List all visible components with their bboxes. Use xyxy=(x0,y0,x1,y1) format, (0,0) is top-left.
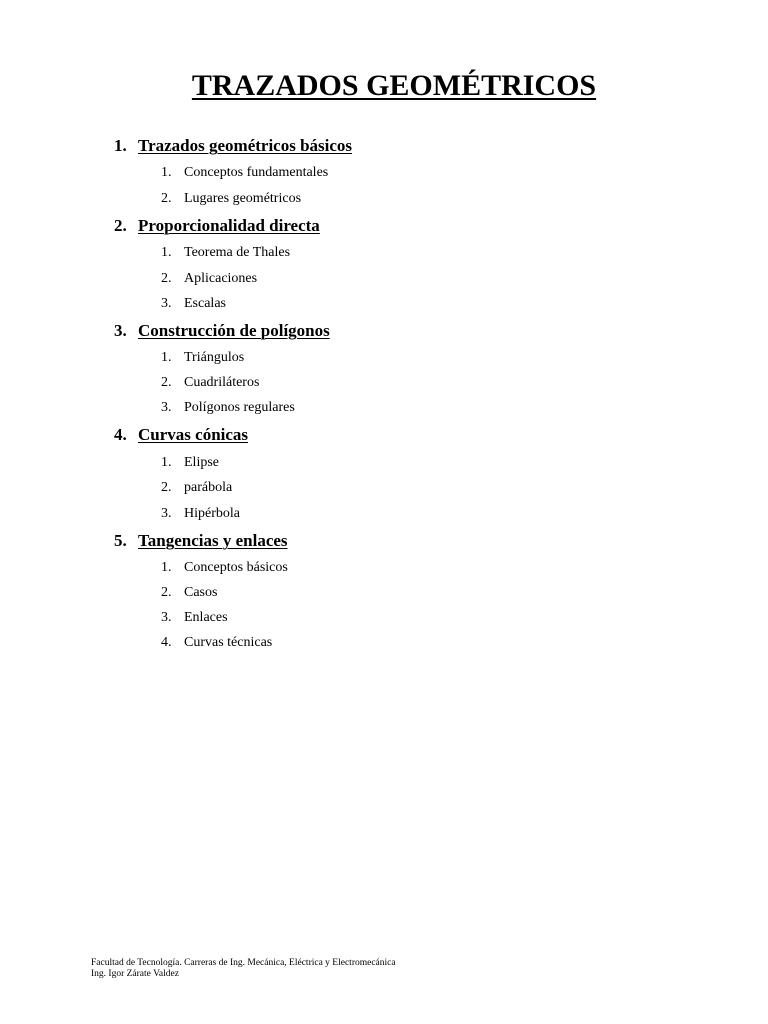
item-number: 2. xyxy=(161,585,172,600)
item-number: 3. xyxy=(161,296,172,311)
item-label: Triángulos xyxy=(184,350,245,365)
item-number: 3. xyxy=(161,400,172,415)
item-number: 2. xyxy=(161,271,172,286)
item-number: 1. xyxy=(161,245,172,260)
section-number: 4. xyxy=(114,425,127,444)
list-item xyxy=(161,399,295,417)
item-label: Curvas técnicas xyxy=(184,635,273,650)
list-item xyxy=(161,164,328,182)
section-label: Tangencias y enlaces xyxy=(138,531,288,550)
item-number: 1. xyxy=(161,165,172,180)
section-number: 5. xyxy=(114,531,127,550)
section-number: 2. xyxy=(114,216,127,235)
section-label: Trazados geométricos básicos xyxy=(138,136,353,155)
section-heading-4 xyxy=(114,424,248,446)
list-item xyxy=(161,454,219,472)
item-label: Casos xyxy=(184,585,218,600)
item-number: 3. xyxy=(161,506,172,521)
item-number: 3. xyxy=(161,610,172,625)
item-number: 1. xyxy=(161,560,172,575)
list-item xyxy=(161,295,226,313)
item-label: Enlaces xyxy=(184,610,228,625)
section-label: Curvas cónicas xyxy=(138,425,249,444)
list-item xyxy=(161,349,244,367)
list-item xyxy=(161,505,240,523)
item-label: Conceptos básicos xyxy=(184,560,288,575)
item-number: 2. xyxy=(161,191,172,206)
list-item xyxy=(161,244,290,262)
item-label: Aplicaciones xyxy=(184,271,258,286)
section-heading-2 xyxy=(114,215,320,237)
item-label: Polígonos regulares xyxy=(184,400,295,415)
section-number: 3. xyxy=(114,321,127,340)
list-item xyxy=(161,584,217,602)
item-number: 2. xyxy=(161,480,172,495)
item-label: Cuadriláteros xyxy=(184,375,260,390)
section-heading-5 xyxy=(114,530,288,552)
list-item xyxy=(161,190,301,208)
item-label: Lugares geométricos xyxy=(184,191,302,206)
item-number: 2. xyxy=(161,375,172,390)
item-number: 1. xyxy=(161,455,172,470)
section-label: Construcción de polígonos xyxy=(138,321,330,340)
item-label: parábola xyxy=(184,480,233,495)
item-number: 1. xyxy=(161,350,172,365)
list-item xyxy=(161,559,288,577)
item-label: Conceptos fundamentales xyxy=(184,165,329,180)
list-item xyxy=(161,479,232,497)
item-number: 4. xyxy=(161,635,172,650)
list-item xyxy=(161,609,228,627)
footer-faculty: Facultad de Tecnología. Carreras de Ing. Mecánica, Eléctrica y Electromecánica xyxy=(91,958,396,968)
list-item xyxy=(161,270,257,288)
list-item xyxy=(161,634,272,652)
section-number: 1. xyxy=(114,136,127,155)
footer-author: Ing. Igor Zárate Valdez xyxy=(91,969,179,979)
page-title: TRAZADOS GEOMÉTRICOS xyxy=(191,69,597,102)
item-label: Elipse xyxy=(184,455,219,470)
section-heading-1 xyxy=(114,135,352,157)
item-label: Teorema de Thales xyxy=(184,245,291,260)
section-label: Proporcionalidad directa xyxy=(138,216,320,235)
item-label: Hipérbola xyxy=(184,506,240,521)
section-heading-3 xyxy=(114,320,330,342)
list-item xyxy=(161,374,259,392)
item-label: Escalas xyxy=(184,296,226,311)
